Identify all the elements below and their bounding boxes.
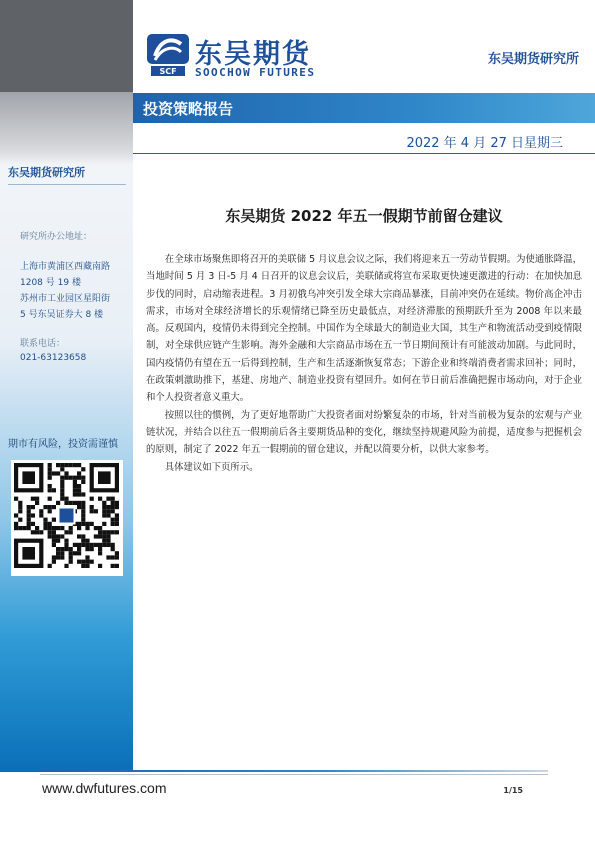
date-divider (133, 153, 595, 154)
company-logo (147, 34, 357, 86)
report-date: 2022 年 4 月 27 日星期三 (406, 136, 563, 151)
qr-code (11, 460, 123, 576)
scf-logo-icon (147, 34, 189, 78)
address-line: 5 号东吴证券大 8 楼 (20, 310, 104, 320)
address-label: 研究所办公地址： (20, 232, 93, 242)
phone-number: 021-63123658 (20, 353, 87, 363)
article-paragraph: 按照以往的惯例，为了更好地帮助广大投资者面对纷繁复杂的市场，针对当前极为复杂的宏观与产业链状况，并结合以往五一假期前后各主要期货品种的变化，继续坚持规避风险为前提，适度参与把握机会的原则，制定了 2022 年五一假期前的留仓建议，并配以简要分析，以供大家参考。 (146, 409, 582, 456)
sidebar-background (0, 0, 133, 772)
header-institute: 东吴期货研究所 (487, 52, 579, 67)
article-title: 东吴期货 2022 年五一假期节前留仓建议 (225, 207, 503, 225)
footer-website-link[interactable]: www.dwfutures.com (42, 780, 167, 796)
address-block (20, 259, 110, 323)
logo-chinese-name: 东吴期货 (195, 39, 311, 70)
sidebar-divider (8, 184, 126, 185)
sidebar-institute: 东吴期货研究所 (8, 166, 85, 179)
phone-label: 联系电话： (20, 339, 66, 349)
sidebar-top-block (0, 0, 133, 92)
report-type: 投资策略报告 (143, 100, 234, 118)
address-line: 苏州市工业园区星阳街 (20, 294, 111, 304)
logo-mark-text: SCF (159, 67, 177, 76)
address-line: 上海市黄浦区西藏南路 (20, 262, 111, 272)
qr-code-icon (14, 463, 120, 573)
address-line: 1208 号 19 楼 (20, 278, 81, 288)
page-number: 1/15 (503, 786, 523, 795)
article-paragraph: 具体建议如下页所示。 (164, 461, 259, 473)
report-type-band (133, 93, 595, 123)
footer-divider (40, 770, 548, 772)
footer-divider-thin (40, 774, 548, 775)
article-body (146, 251, 582, 476)
logo-english-name: SOOCHOW FUTURES (195, 66, 316, 79)
article-paragraph: 在全球市场聚焦即将召开的美联储 5 月议息会议之际，我们将迎来五一劳动节假期。为使通胀降温，当地时间 5 月 3 日-5 月 4 日召开的议息会议后，美联储或将宣布采取更快速更激进的行动：在加快加息步伐的同时，启动缩表进程。3 月初俄乌冲突引发全球大宗商品暴涨，目前冲突仍在延续。物价高企冲击需求，市场对全球经济增长的乐观情绪已降至历史最低点，对经济滞胀的预期跃升至为 2008 年以来最高。反观国内，疫情仍未得到完全控制。中国作为全球最大的制造业大国，其生产和物流活动受到疫情限制，对全球供应链产生影响。海外金融和大宗商品市场在五一节日期间预计有可能波动加剧。与此同时，国内疫情仍有望在五一后得到控制，生产和生活逐渐恢复常态；下游企业和终端消费者需求回补；同时，在政策刺激助推下，基建、房地产、制造业投资有望回升。如何在节日前后准确把握市场动向，对于企业和个人投资者意义重大。 (146, 254, 582, 404)
risk-warning: 期市有风险，投资需谨慎 (8, 439, 118, 450)
